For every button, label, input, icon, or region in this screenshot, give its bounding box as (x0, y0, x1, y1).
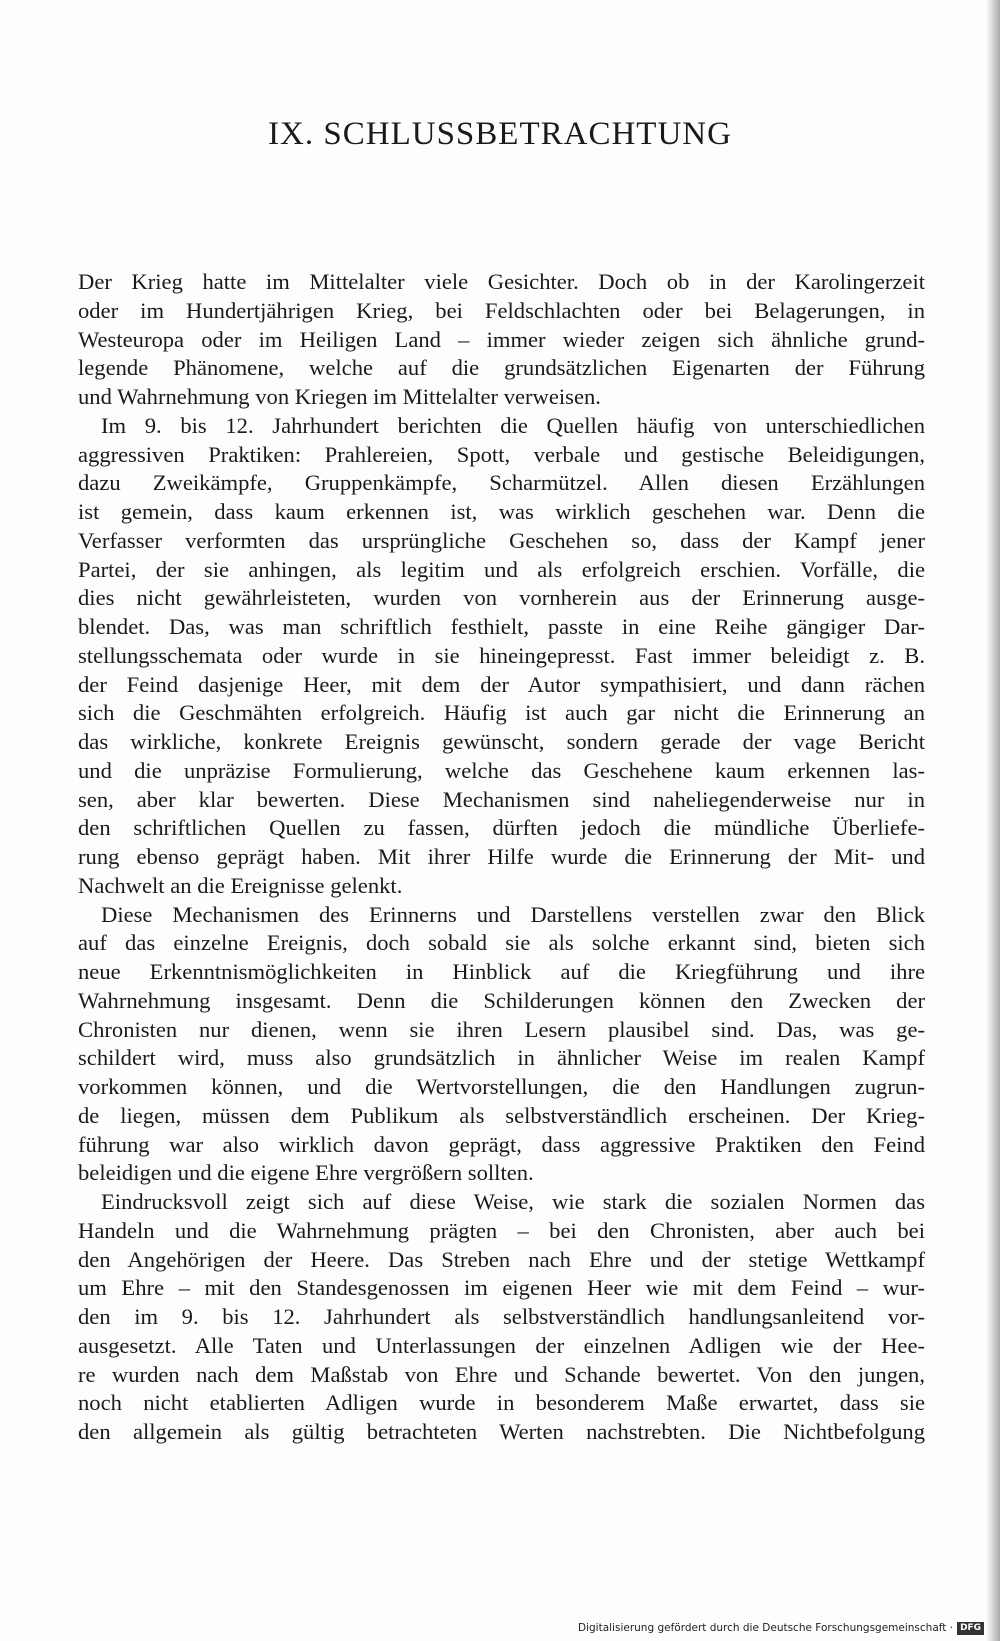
text-line: neue Erkenntnismöglichkeiten in Hinblick auf die Kriegführung und ihre (78, 959, 925, 984)
text-line: Verfasser verformten das ursprüngliche Geschehen so, dass der Kampf jener (78, 527, 925, 553)
text-line: und Wahrnehmung von Kriegen im Mittelalter verweisen. (78, 384, 601, 409)
text-line: Wahrnehmung insgesamt. Denn die Schilderungen können den Zwecken der (78, 987, 925, 1013)
text-line: den allgemein als gültig betrachteten Werten nachstrebten. Die Nichtbefolgung (78, 1419, 925, 1444)
text-line: sich die Geschmähten erfolgreich. Häufig ist auch gar nicht die Erinnerung an (78, 700, 925, 726)
text-line: dies nicht gewährleisteten, wurden von vornherein aus der Erinnerung ausge- (78, 585, 925, 611)
text-line: den schriftlichen Quellen zu fassen, dürften jedoch die mündliche Überliefe- (78, 815, 925, 841)
text-line: vorkommen können, und die Wertvorstellungen, die den Handlungen zugrun- (78, 1074, 925, 1099)
text-line: um Ehre – mit den Standesgenossen im eigenen Heer wie mit dem Feind – wur- (78, 1275, 925, 1301)
text-line: Der Krieg hatte im Mittelalter viele Gesichter. Doch ob in der Karolingerzeit (78, 269, 925, 294)
text-line: auf das einzelne Ereignis, doch sobald sie als solche erkannt sind, bieten sich (78, 930, 925, 956)
body-text (78, 268, 925, 1447)
text-line: Eindrucksvoll zeigt sich auf diese Weise, wie stark die sozialen Normen das (101, 1189, 925, 1214)
text-line: beleidigen und die eigene Ehre vergrößern sollten. (78, 1160, 534, 1186)
text-line: aggressiven Praktiken: Prahlereien, Spott, verbale und gestische Beleidigungen, (78, 441, 925, 467)
text-line: ausgesetzt. Alle Taten und Unterlassungen der einzelnen Adligen wie der Hee- (78, 1332, 925, 1358)
text-line: noch nicht etablierten Adligen wurde in besonderem Maße erwartet, dass sie (78, 1390, 925, 1416)
text-line: den im 9. bis 12. Jahrhundert als selbstverständlich handlungsanleitend vor- (78, 1304, 925, 1329)
dfg-logo: DFG (957, 1622, 984, 1635)
text-line: oder im Hundertjährigen Krieg, bei Feldschlachten oder bei Belagerungen, in (78, 297, 925, 323)
text-line: Partei, der sie anhingen, als legitim und als erfolgreich erschien. Vorfälle, die (78, 556, 925, 582)
text-line: dazu Zweikämpfe, Gruppenkämpfe, Scharmützel. Allen diesen Erzählungen (78, 470, 925, 496)
text-line: führung war also wirklich davon geprägt, dass aggressive Praktiken den Feind (78, 1131, 925, 1157)
text-line: blendet. Das, was man schriftlich festhielt, passte in eine Reihe gängiger Dar- (78, 614, 925, 639)
page-edge-shadow (986, 0, 1000, 1641)
text-line: den Angehörigen der Heere. Das Streben nach Ehre und der stetige Wettkampf (78, 1246, 925, 1272)
text-line: das wirkliche, konkrete Ereignis gewünscht, sondern gerade der vage Bericht (78, 729, 925, 754)
text-line: re wurden nach dem Maßstab von Ehre und Schande bewertet. Von den jungen, (78, 1361, 925, 1387)
text-line: Chronisten nur dienen, wenn sie ihren Lesern plausibel sind. Das, was ge- (78, 1016, 925, 1042)
text-line: schildert wird, muss also grundsätzlich in ähnlicher Weise im realen Kampf (78, 1045, 925, 1071)
text-line: ist gemein, dass kaum erkennen ist, was wirklich geschehen war. Denn die (78, 499, 925, 524)
text-line: de liegen, müssen dem Publikum als selbstverständlich erscheinen. Der Krieg- (78, 1102, 925, 1128)
text-line: Nachwelt an die Ereignisse gelenkt. (78, 872, 403, 898)
chapter-title: IX. SCHLUSSBETRACHTUNG (268, 116, 732, 152)
text-line: Handeln und die Wahrnehmung prägten – bei den Chronisten, aber auch bei (78, 1217, 925, 1243)
footer-credit-text: Digitalisierung gefördert durch die Deutsche Forschungsgemeinschaft · (578, 1622, 954, 1634)
digitization-credit (578, 1620, 984, 1636)
text-line: und die unpräzise Formulierung, welche das Geschehene kaum erkennen las- (78, 757, 925, 783)
text-line: rung ebenso geprägt haben. Mit ihrer Hilfe wurde die Erinnerung der Mit- und (78, 844, 925, 869)
text-line: Westeuropa oder im Heiligen Land – immer wieder zeigen sich ähnliche grund- (78, 326, 925, 352)
text-line: legende Phänomene, welche auf die grundsätzlichen Eigenarten der Führung (78, 355, 925, 381)
text-line: Im 9. bis 12. Jahrhundert berichten die Quellen häufig von unterschiedlichen (101, 412, 925, 438)
text-line: stellungsschemata oder wurde in sie hineingepresst. Fast immer beleidigt z. B. (78, 642, 925, 668)
text-line: der Feind dasjenige Heer, mit dem der Autor sympathisiert, und dann rächen (78, 671, 925, 697)
text-line: Diese Mechanismen des Erinnerns und Darstellens verstellen zwar den Blick (101, 901, 925, 927)
text-line: sen, aber klar bewerten. Diese Mechanismen sind naheliegenderweise nur in (78, 786, 925, 812)
